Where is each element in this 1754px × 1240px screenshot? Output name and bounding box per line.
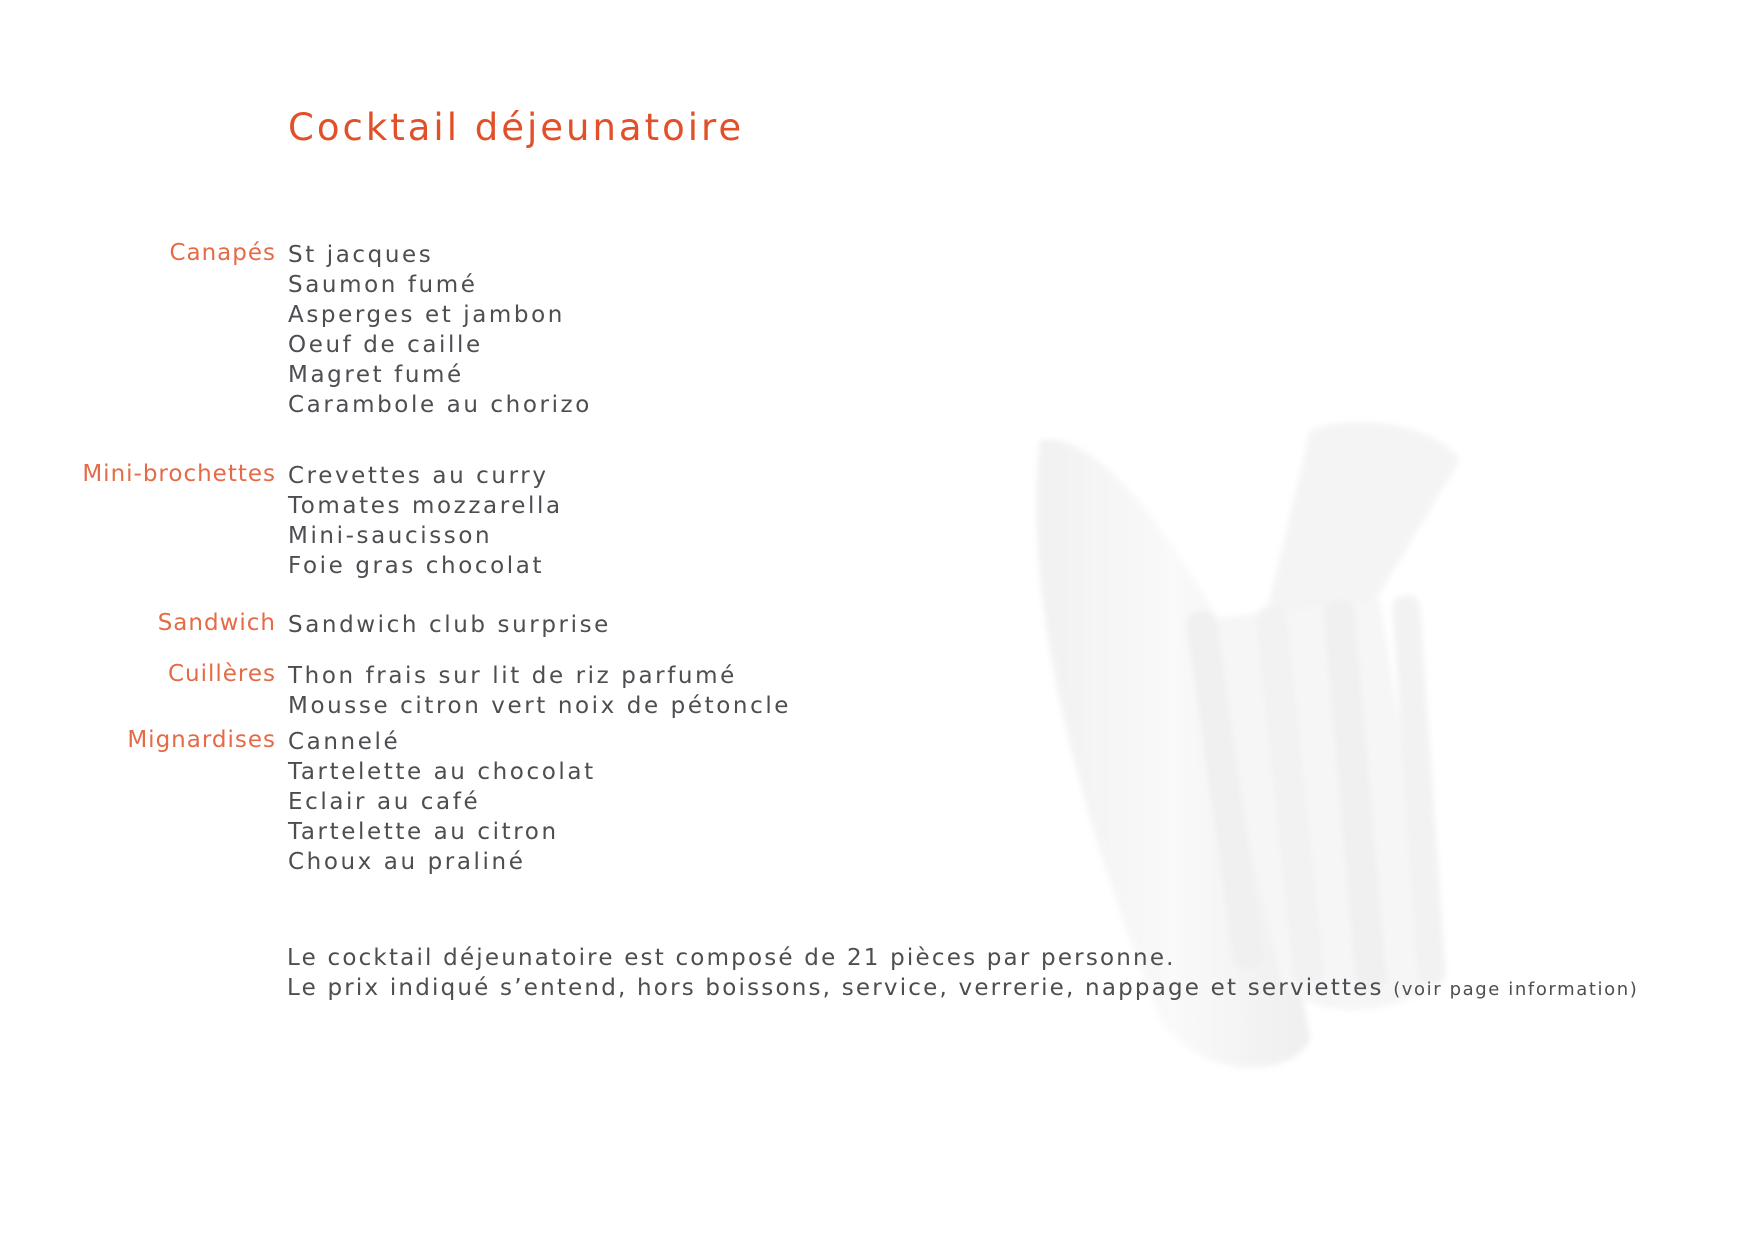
list-item: Magret fumé	[288, 362, 464, 388]
note-see-information: (voir page information)	[1393, 979, 1639, 1000]
note-pieces-count: Le cocktail déjeunatoire est composé de 21 pièces par personne.	[287, 945, 1176, 971]
list-item: Crevettes au curry	[288, 463, 549, 489]
menu-notes	[287, 943, 1638, 1005]
list-item: Cannelé	[288, 729, 401, 755]
list-item: Mousse citron vert noix de pétoncle	[288, 693, 792, 719]
list-item: Foie gras chocolat	[288, 553, 545, 579]
item-list	[288, 461, 563, 581]
note-price-text: Le prix indiqué s’entend, hors boissons, service, verrerie, nappage et serviettes	[287, 975, 1384, 1001]
list-item: Saumon fumé	[288, 272, 478, 298]
section-label: Mignardises	[127, 727, 276, 753]
item-list	[288, 610, 611, 640]
list-item: Oeuf de caille	[288, 332, 483, 358]
section-label: Mini-brochettes	[82, 461, 276, 487]
item-list	[288, 240, 592, 420]
list-item: Mini-saucisson	[288, 523, 493, 549]
list-item: Thon frais sur lit de riz parfumé	[288, 663, 737, 689]
list-item: Asperges et jambon	[288, 302, 565, 328]
list-item: Carambole au chorizo	[288, 392, 592, 418]
item-list	[288, 661, 791, 721]
section-label: Canapés	[169, 240, 276, 266]
item-list	[288, 727, 596, 877]
section-label: Sandwich	[157, 610, 276, 636]
list-item: St jacques	[288, 242, 434, 268]
note-price-conditions	[287, 973, 1638, 1005]
list-item: Tartelette au citron	[288, 819, 559, 845]
menu-title: Cocktail déjeunatoire	[288, 106, 745, 149]
section-label: Cuillères	[167, 661, 276, 687]
list-item: Eclair au café	[288, 789, 481, 815]
list-item: Tomates mozzarella	[288, 493, 563, 519]
list-item: Tartelette au chocolat	[288, 759, 596, 785]
list-item: Choux au praliné	[288, 849, 526, 875]
list-item: Sandwich club surprise	[288, 612, 611, 638]
